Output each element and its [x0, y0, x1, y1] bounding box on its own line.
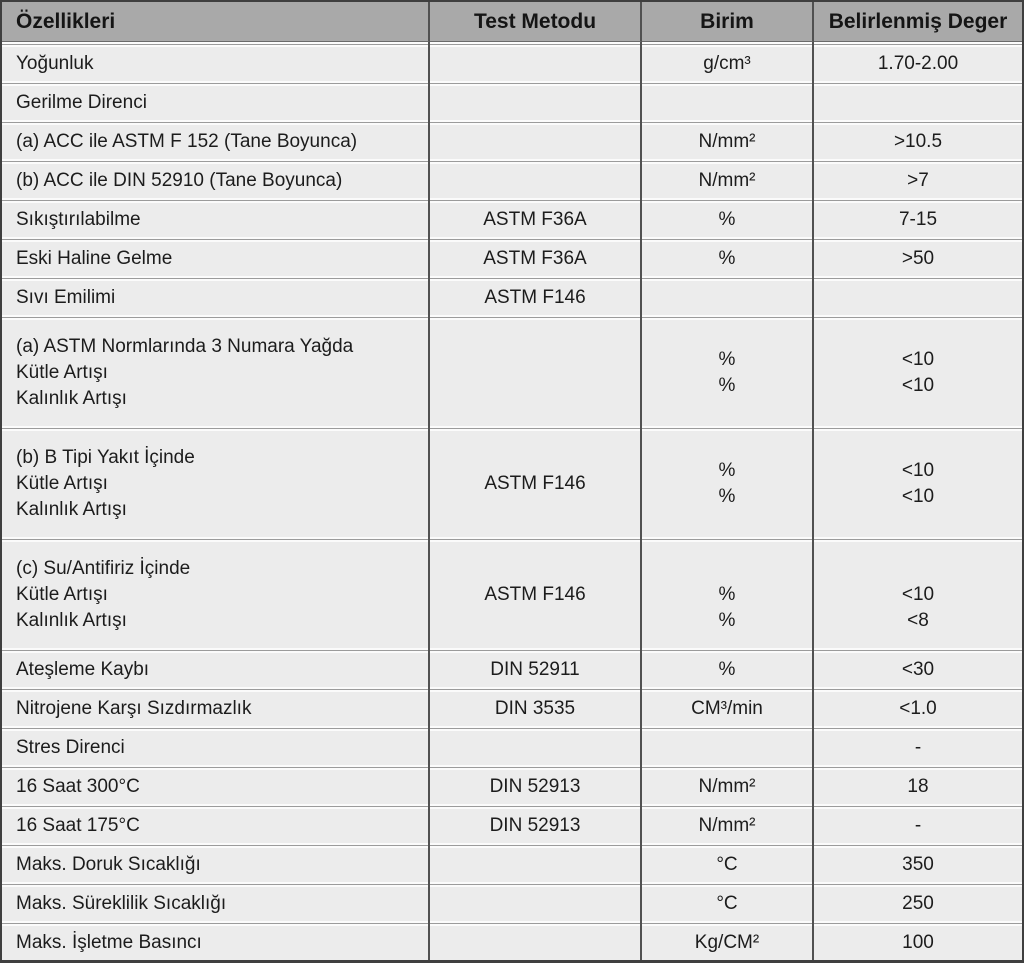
- cell-lines: [878, 51, 958, 77]
- value-cell: [814, 281, 1022, 315]
- cell-lines: [699, 129, 756, 155]
- unit-cell: [642, 887, 814, 921]
- method-cell: [430, 653, 642, 687]
- cell-text: <1.0: [899, 698, 937, 719]
- cell-lines: [902, 657, 934, 683]
- cell-lines: [16, 813, 140, 839]
- value-cell: [814, 809, 1022, 843]
- cell-lines: [16, 207, 141, 233]
- table-row: [2, 320, 1022, 426]
- cell-lines: [483, 246, 586, 272]
- cell-text: >10.5: [893, 131, 943, 152]
- cell-lines: [16, 657, 149, 683]
- table-row: [2, 164, 1022, 198]
- cell-text: Sıkıştırılabilme: [16, 209, 141, 230]
- method-cell: [430, 848, 642, 882]
- cell-lines: [695, 930, 759, 956]
- cell-lines: [691, 696, 763, 722]
- cell-lines: [907, 168, 929, 194]
- method-cell: [430, 926, 642, 960]
- header-label: Belirlenmiş Deger: [828, 9, 1008, 33]
- cell-lines: [16, 930, 202, 956]
- property-cell: [2, 848, 430, 882]
- property-cell: [2, 731, 430, 765]
- property-cell: [2, 281, 430, 315]
- value-cell: [814, 848, 1022, 882]
- unit-cell: [642, 242, 814, 276]
- cell-text: N/mm²: [698, 131, 756, 152]
- unit-cell: [642, 125, 814, 159]
- property-cell: [2, 164, 430, 198]
- cell-text: %: [718, 375, 736, 396]
- table-header-row: [2, 2, 1022, 42]
- method-cell: [430, 47, 642, 81]
- method-cell: [430, 770, 642, 804]
- cell-lines: [490, 813, 581, 839]
- header-cell: [430, 2, 642, 42]
- cell-text: Maks. İşletme Basıncı: [16, 932, 202, 953]
- method-cell: [430, 242, 642, 276]
- cell-lines: [915, 735, 921, 761]
- unit-cell: [642, 653, 814, 687]
- cell-lines: [719, 458, 736, 510]
- value-cell: [814, 692, 1022, 726]
- cell-lines: [16, 735, 125, 761]
- property-cell: [2, 926, 430, 960]
- value-cell: [814, 86, 1022, 120]
- cell-lines: [719, 347, 736, 399]
- cell-text: 18: [907, 776, 929, 797]
- cell-text: (a) ASTM Normlarında 3 Numara Yağda: [16, 336, 354, 357]
- method-cell: [430, 86, 642, 120]
- value-cell: [814, 242, 1022, 276]
- cell-text: (a) ACC ile ASTM F 152 (Tane Boyunca): [16, 131, 358, 152]
- method-cell: [430, 281, 642, 315]
- cell-text: <30: [901, 659, 935, 680]
- cell-lines: [902, 930, 934, 956]
- cell-lines: [719, 207, 736, 233]
- table-row: [2, 692, 1022, 726]
- cell-text: N/mm²: [698, 170, 756, 191]
- cell-text: °C: [716, 893, 738, 914]
- table-row: [2, 125, 1022, 159]
- method-cell: [430, 320, 642, 426]
- cell-text: ASTM F36A: [483, 248, 587, 269]
- property-cell: [2, 692, 430, 726]
- cell-text: N/mm²: [698, 815, 756, 836]
- cell-lines: [699, 168, 756, 194]
- cell-text: Kütle Artışı: [16, 584, 108, 605]
- cell-text: (b) ACC ile DIN 52910 (Tane Boyunca): [16, 170, 343, 191]
- unit-cell: [642, 203, 814, 237]
- cell-text: %: [718, 584, 736, 605]
- cell-text: Gerilme Direnci: [16, 92, 147, 113]
- cell-text: %: [718, 209, 736, 230]
- value-cell: [814, 125, 1022, 159]
- cell-lines: [699, 774, 756, 800]
- cell-lines: [902, 246, 934, 272]
- property-cell: [2, 47, 430, 81]
- cell-text: Nitrojene Karşı Sızdırmazlık: [16, 698, 252, 719]
- cell-text: <10: [901, 584, 935, 605]
- property-cell: [2, 242, 430, 276]
- cell-text: Eski Haline Gelme: [16, 248, 173, 269]
- cell-text: Maks. Süreklilik Sıcaklığı: [16, 893, 227, 914]
- method-cell: [430, 542, 642, 648]
- cell-lines: [490, 774, 581, 800]
- method-cell: [430, 203, 642, 237]
- property-cell: [2, 203, 430, 237]
- cell-lines: [490, 657, 579, 683]
- cell-text: <10: [901, 460, 935, 481]
- cell-lines: [16, 246, 172, 272]
- cell-text: 16 Saat 175°C: [16, 815, 140, 836]
- cell-text: DIN 3535: [494, 698, 576, 719]
- value-cell: [814, 887, 1022, 921]
- cell-text: %: [718, 659, 736, 680]
- table-row: [2, 653, 1022, 687]
- property-cell: [2, 320, 430, 426]
- header-label: Test Metodu: [473, 9, 597, 33]
- cell-lines: [902, 347, 934, 399]
- cell-lines: [719, 246, 736, 272]
- cell-lines: [16, 334, 353, 412]
- cell-text: 1.70-2.00: [877, 53, 959, 74]
- table-row: [2, 731, 1022, 765]
- unit-cell: [642, 731, 814, 765]
- cell-lines: [484, 582, 585, 608]
- cell-text: CM³/min: [691, 698, 763, 719]
- cell-lines: [16, 774, 140, 800]
- unit-cell: [642, 848, 814, 882]
- header-cell: [2, 2, 430, 42]
- value-cell: [814, 731, 1022, 765]
- cell-text: DIN 52913: [489, 776, 581, 797]
- cell-text: -: [914, 737, 922, 758]
- table-row: [2, 887, 1022, 921]
- cell-text: Yoğunluk: [16, 53, 94, 74]
- cell-lines: [16, 891, 226, 917]
- unit-cell: [642, 542, 814, 648]
- cell-text: Kütle Artışı: [16, 362, 108, 383]
- unit-cell: [642, 809, 814, 843]
- cell-lines: [16, 90, 147, 116]
- unit-cell: [642, 86, 814, 120]
- cell-lines: [16, 852, 201, 878]
- cell-text: Maks. Doruk Sıcaklığı: [16, 854, 201, 875]
- value-cell: [814, 926, 1022, 960]
- cell-lines: [484, 285, 585, 311]
- method-cell: [430, 887, 642, 921]
- method-cell: [430, 164, 642, 198]
- cell-text: (b) B Tipi Yakıt İçinde: [16, 447, 195, 468]
- value-cell: [814, 164, 1022, 198]
- property-cell: [2, 770, 430, 804]
- cell-text: ASTM F146: [484, 584, 586, 605]
- method-cell: [430, 809, 642, 843]
- property-cell: [2, 542, 430, 648]
- cell-text: 100: [902, 932, 934, 953]
- property-cell: [2, 125, 430, 159]
- header-label: Birim: [700, 9, 754, 33]
- cell-lines: [902, 891, 934, 917]
- cell-text: g/cm³: [703, 53, 751, 74]
- cell-lines: [719, 657, 736, 683]
- value-cell: [814, 770, 1022, 804]
- cell-lines: [16, 285, 115, 311]
- cell-text: <10: [901, 349, 935, 370]
- unit-cell: [642, 431, 814, 537]
- value-cell: [814, 47, 1022, 81]
- property-cell: [2, 809, 430, 843]
- cell-lines: [483, 207, 586, 233]
- cell-text: Stres Direnci: [16, 737, 125, 758]
- cell-lines: [16, 168, 342, 194]
- header-cell: [814, 2, 1022, 42]
- cell-lines: [899, 207, 937, 233]
- property-cell: [2, 431, 430, 537]
- cell-lines: [495, 696, 575, 722]
- cell-lines: [16, 129, 357, 155]
- cell-text: Kg/CM²: [694, 932, 760, 953]
- cell-lines: [902, 458, 934, 510]
- cell-lines: [915, 813, 921, 839]
- header-cell: [642, 2, 814, 42]
- unit-cell: [642, 770, 814, 804]
- table-row: [2, 281, 1022, 315]
- cell-lines: [484, 471, 585, 497]
- value-cell: [814, 653, 1022, 687]
- cell-text: <8: [907, 610, 929, 631]
- value-cell: [814, 320, 1022, 426]
- cell-text: Kütle Artışı: [16, 473, 108, 494]
- cell-lines: [716, 852, 737, 878]
- cell-text: >50: [901, 248, 935, 269]
- cell-text: 250: [902, 893, 934, 914]
- property-cell: [2, 887, 430, 921]
- cell-text: %: [718, 460, 736, 481]
- cell-text: ASTM F36A: [483, 209, 587, 230]
- cell-text: Kalınlık Artışı: [16, 499, 127, 520]
- method-cell: [430, 731, 642, 765]
- cell-text: <10: [901, 486, 935, 507]
- cell-text: N/mm²: [698, 776, 756, 797]
- cell-text: Sıvı Emilimi: [16, 287, 116, 308]
- method-cell: [430, 431, 642, 537]
- table-row: [2, 47, 1022, 81]
- cell-text: %: [718, 486, 736, 507]
- cell-text: Ateşleme Kaybı: [16, 659, 150, 680]
- cell-text: %: [718, 248, 736, 269]
- cell-lines: [907, 774, 928, 800]
- table-row: [2, 203, 1022, 237]
- cell-text: %: [718, 610, 736, 631]
- cell-text: Kalınlık Artışı: [16, 388, 127, 409]
- cell-lines: [703, 51, 751, 77]
- cell-text: >7: [907, 170, 929, 191]
- value-cell: [814, 542, 1022, 648]
- cell-text: DIN 52911: [490, 659, 580, 680]
- cell-text: -: [914, 815, 922, 836]
- cell-text: °C: [716, 854, 738, 875]
- property-cell: [2, 653, 430, 687]
- method-cell: [430, 125, 642, 159]
- cell-lines: [902, 582, 934, 634]
- cell-text: ASTM F146: [484, 287, 586, 308]
- table-row: [2, 431, 1022, 537]
- cell-lines: [719, 582, 736, 634]
- cell-text: (c) Su/Antifiriz İçinde: [16, 558, 191, 579]
- value-cell: [814, 203, 1022, 237]
- cell-lines: [16, 696, 251, 722]
- cell-lines: [899, 696, 937, 722]
- cell-lines: [16, 445, 195, 523]
- table-row: [2, 926, 1022, 960]
- cell-lines: [716, 891, 737, 917]
- cell-lines: [16, 51, 93, 77]
- table-row: [2, 848, 1022, 882]
- unit-cell: [642, 281, 814, 315]
- cell-text: ASTM F146: [484, 473, 586, 494]
- method-cell: [430, 692, 642, 726]
- cell-lines: [16, 556, 190, 634]
- cell-text: Kalınlık Artışı: [16, 610, 127, 631]
- unit-cell: [642, 164, 814, 198]
- cell-lines: [894, 129, 942, 155]
- table-row: [2, 770, 1022, 804]
- unit-cell: [642, 47, 814, 81]
- table-row: [2, 86, 1022, 120]
- cell-lines: [699, 813, 756, 839]
- cell-text: 350: [902, 854, 934, 875]
- cell-text: 16 Saat 300°C: [16, 776, 140, 797]
- header-label: Özellikleri: [16, 9, 116, 33]
- unit-cell: [642, 926, 814, 960]
- cell-text: %: [718, 349, 736, 370]
- table-row: [2, 542, 1022, 648]
- table-row: [2, 242, 1022, 276]
- unit-cell: [642, 320, 814, 426]
- unit-cell: [642, 692, 814, 726]
- property-cell: [2, 86, 430, 120]
- cell-lines: [902, 852, 934, 878]
- value-cell: [814, 431, 1022, 537]
- table-row: [2, 809, 1022, 843]
- cell-text: <10: [901, 375, 935, 396]
- cell-text: DIN 52913: [489, 815, 581, 836]
- cell-text: 7-15: [898, 209, 938, 230]
